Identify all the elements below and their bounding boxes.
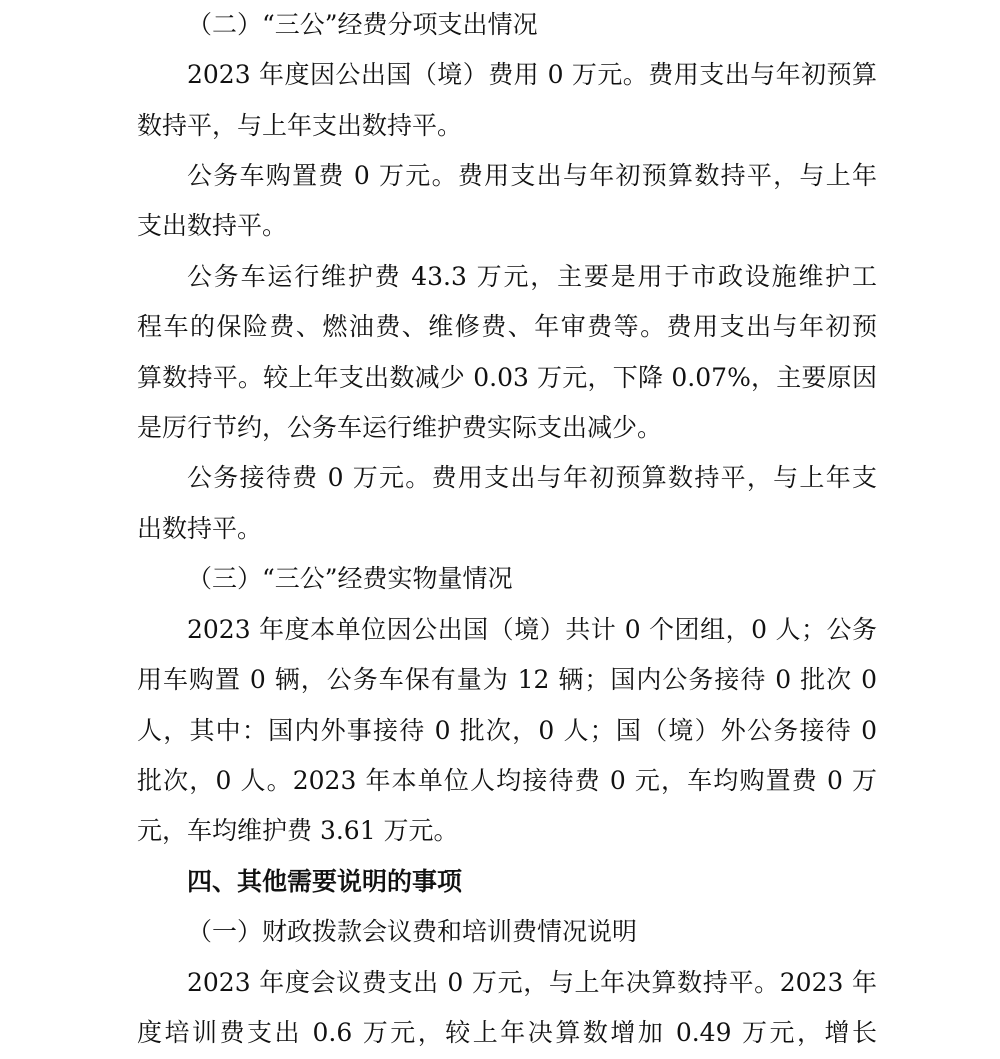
subsection-heading-3: （三）“三公”经费实物量情况 bbox=[187, 564, 513, 593]
section-heading-4: 四、其他需要说明的事项 bbox=[187, 867, 463, 896]
subsection-heading-1: （一）财政拨款会议费和培训费情况说明 bbox=[187, 917, 638, 946]
subsection-heading-2: （二）“三公”经费分项支出情况 bbox=[187, 10, 538, 39]
paragraph-line: 批次，0 人。2023 年本单位人均接待费 0 元，车均购置费 0 万 bbox=[137, 766, 877, 795]
paragraph-line: 人，其中：国内外事接待 0 批次，0 人；国（境）外公务接待 0 bbox=[137, 716, 877, 745]
paragraph-line: 出数持平。 bbox=[137, 514, 263, 543]
paragraph-line: 公务车购置费 0 万元。费用支出与年初预算数持平，与上年 bbox=[187, 161, 877, 190]
paragraph-line: 程车的保险费、燃油费、维修费、年审费等。费用支出与年初预 bbox=[137, 312, 877, 341]
paragraph-line: 度培训费支出 0.6 万元，较上年决算数增加 0.49 万元，增长 bbox=[137, 1018, 877, 1047]
paragraph-line: 用车购置 0 辆，公务车保有量为 12 辆；国内公务接待 0 批次 0 bbox=[137, 665, 877, 694]
paragraph-line: 支出数持平。 bbox=[137, 211, 288, 240]
paragraph-line: 算数持平。较上年支出数减少 0.03 万元，下降 0.07%，主要原因 bbox=[137, 363, 877, 392]
paragraph-line: 数持平，与上年支出数持平。 bbox=[137, 111, 463, 140]
paragraph-line: 是厉行节约，公务车运行维护费实际支出减少。 bbox=[137, 413, 663, 442]
paragraph-line: 公务接待费 0 万元。费用支出与年初预算数持平，与上年支 bbox=[187, 463, 877, 492]
paragraph-line: 元，车均维护费 3.61 万元。 bbox=[137, 816, 459, 845]
paragraph-line: 2023 年度本单位因公出国（境）共计 0 个团组，0 人；公务 bbox=[187, 615, 877, 644]
paragraph-line: 2023 年度因公出国（境）费用 0 万元。费用支出与年初预算 bbox=[187, 60, 877, 89]
paragraph-line: 2023 年度会议费支出 0 万元，与上年决算数持平。2023 年 bbox=[187, 968, 877, 997]
paragraph-line: 公务车运行维护费 43.3 万元，主要是用于市政设施维护工 bbox=[187, 262, 877, 291]
